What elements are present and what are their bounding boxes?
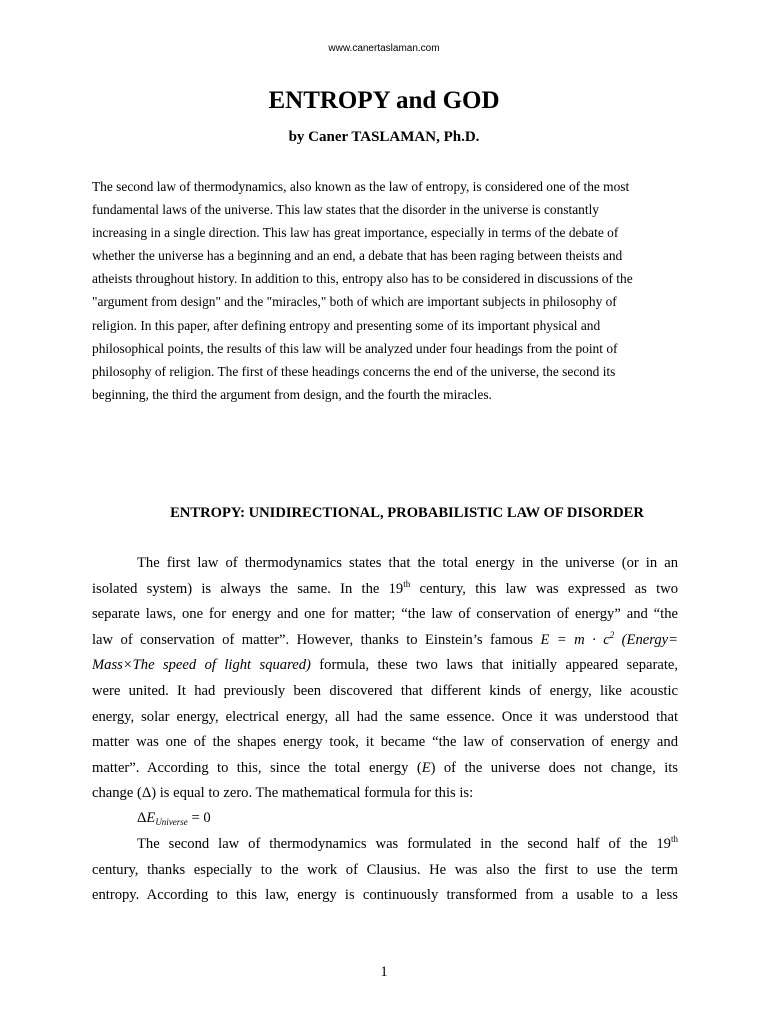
text-run: ) of the universe does not change, its: [430, 759, 678, 776]
paper-title: ENTROPY and GOD: [268, 87, 500, 114]
abstract-line: beginning, the third the argument from design, and the fourth the miracles.: [92, 386, 492, 402]
subscript: Universe: [155, 817, 188, 827]
text-run: law of conservation of matter”. However, thanks to Einstein’s famous: [92, 631, 541, 648]
abstract-paragraph: [92, 175, 682, 406]
text-run: matter”. According to this, since the total energy (: [92, 759, 422, 776]
text-run: The second law of thermodynamics was formulated in the second half of the 19: [137, 836, 671, 852]
superscript: 2: [609, 629, 615, 640]
abstract-line: philosophy of religion. The first of these headings concerns the end of the universe, the second its: [92, 363, 616, 379]
body-line: energy, solar energy, electrical energy, all had the same essence. Once it was understood that: [92, 708, 678, 725]
abstract-line: The second law of thermodynamics, also known as the law of entropy, is considered one of the most: [92, 179, 630, 194]
body-line: were united. It had previously been discovered that different kinds of energy, like acoustic: [92, 682, 678, 699]
superscript: th: [403, 578, 411, 589]
body-line: The first law of thermodynamics states that the total energy in the universe (or in an: [137, 555, 678, 571]
abstract-line: whether the universe has a beginning and an end, a debate that has been raging between theists and: [92, 248, 623, 264]
abstract-line: religion. In this paper, after defining entropy and presenting some of its important physical and: [92, 317, 601, 333]
superscript: th: [670, 834, 678, 844]
abstract-line: atheists throughout history. In addition to this, entropy also has to be considered in discussions of the: [92, 271, 633, 287]
body-line: century, thanks especially to the work of Clausius. He was also the first to use the term: [92, 861, 678, 878]
body-line: [92, 653, 678, 679]
body-line: entropy. According to this law, energy is continuously transformed from a usable to a less: [92, 887, 678, 904]
body-line: separate laws, one for energy and one for matter; “the law of conservation of energy” and “the: [92, 606, 678, 623]
text-run: formula, these two laws that initially appeared separate,: [310, 657, 678, 674]
body-line: [92, 832, 678, 858]
variable: E: [146, 810, 156, 826]
body-line: matter was one of the shapes energy took, it became “the law of conservation of energy and: [92, 734, 678, 751]
section-heading: ENTROPY: UNIDIRECTIONAL, PROBABILISTIC LAW OF DISORDER: [170, 505, 644, 521]
body-paragraph-1: [92, 551, 678, 807]
conservation-equation: [137, 808, 211, 829]
equation-rhs: = 0: [187, 810, 211, 826]
einstein-formula: [540, 629, 678, 648]
abstract-line: "argument from design" and the "miracles," both of which are important subjects in philosophy of: [92, 294, 617, 310]
formula-text: E = m · c: [540, 631, 610, 648]
body-line: [92, 756, 678, 782]
formula-text: Mass×The speed of light squared): [92, 657, 311, 674]
header-url: www.canertaslaman.com: [328, 43, 440, 54]
text-run: isolated system) is always the same. In the 19: [92, 580, 404, 597]
body-paragraph-2: [92, 832, 678, 909]
text-run: century, this law was expressed as two: [410, 580, 678, 597]
body-line: change (Δ) is equal to zero. The mathematical formula for this is:: [92, 785, 474, 802]
delta-symbol: Δ: [137, 810, 147, 826]
abstract-line: philosophical points, the results of this law will be analyzed under four headings from the point of: [92, 340, 618, 356]
body-line: [92, 628, 678, 654]
abstract-line: increasing in a single direction. This law has great importance, especially in terms of the debate of: [92, 225, 619, 241]
formula-text: (Energy=: [614, 631, 678, 648]
variable: E: [421, 759, 431, 776]
abstract-line: fundamental laws of the universe. This law states that the disorder in the universe is constantly: [92, 202, 599, 218]
body-line: [92, 577, 678, 603]
page-number: 1: [380, 964, 388, 980]
author-byline: by Caner TASLAMAN, Ph.D.: [288, 129, 480, 145]
